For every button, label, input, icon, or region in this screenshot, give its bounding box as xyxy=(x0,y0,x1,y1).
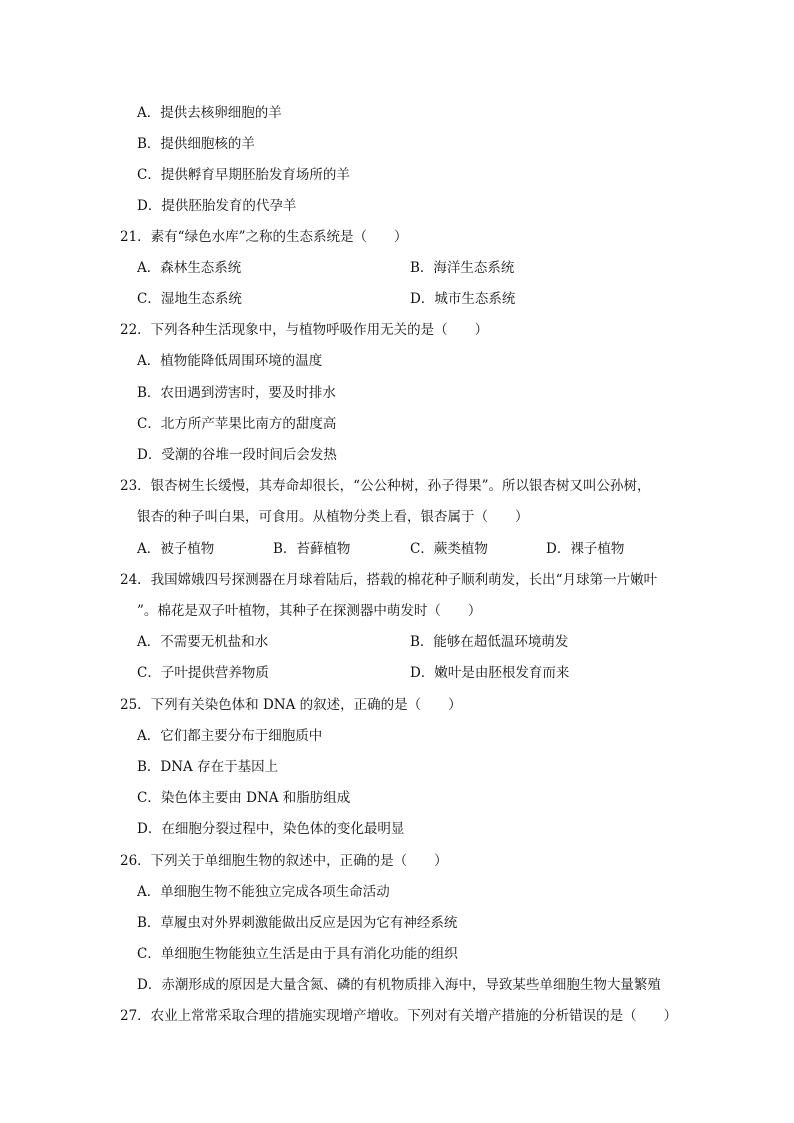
q21-option-a: A．森林生态系统 xyxy=(137,260,242,276)
q22-option-d: D．受潮的谷堆一段时间后会发热 xyxy=(137,447,337,463)
q24-option-a: A．不需要无机盐和水 xyxy=(137,634,269,650)
q22-option-c: C．北方所产苹果比南方的甜度高 xyxy=(137,416,337,432)
q21-stem: 21．素有“绿色水库”之称的生态系统是（ ） xyxy=(120,229,408,245)
q25-stem: 25．下列有关染色体和 DNA 的叙述，正确的是（ ） xyxy=(120,697,462,713)
q25-option-a: A．它们都主要分布于细胞质中 xyxy=(137,728,323,744)
q23-option-a: A．被子植物 xyxy=(137,541,215,557)
q20-option-d: D．提供胚胎发育的代孕羊 xyxy=(137,198,297,214)
q20-option-c: C．提供孵育早期胚胎发育场所的羊 xyxy=(137,167,350,183)
q26-option-b: B．草履虫对外界刺激能做出反应是因为它有神经系统 xyxy=(137,915,458,931)
q22-stem: 22．下列各种生活现象中，与植物呼吸作用无关的是（ ） xyxy=(120,322,489,338)
q24-stem-line1: 24．我国嫦娥四号探测器在月球着陆后，搭载的棉花种子顺利萌发，长出“月球第一片嫩叶 xyxy=(120,572,658,588)
q23-option-d: D．裸子植物 xyxy=(546,541,625,557)
q20-option-a: A．提供去核卵细胞的羊 xyxy=(137,105,282,121)
q24-option-d: D．嫩叶是由胚根发育而来 xyxy=(410,665,570,681)
q23-stem-line2: 银杏的种子叫白果，可食用。从植物分类上看，银杏属于（ ） xyxy=(137,509,529,525)
q24-option-c: C．子叶提供营养物质 xyxy=(137,665,269,681)
q24-option-b: B．能够在超低温环境萌发 xyxy=(410,634,569,650)
q25-option-b: B．DNA 存在于基因上 xyxy=(137,759,279,775)
q27-stem: 27．农业上常常采取合理的措施实现增产增收。下列对有关增产措施的分析错误的是（ ） xyxy=(120,1008,678,1024)
q25-option-d: D．在细胞分裂过程中，染色体的变化最明显 xyxy=(137,821,405,837)
q22-option-b: B．农田遇到涝害时，要及时排水 xyxy=(137,385,336,401)
q21-option-d: D．城市生态系统 xyxy=(410,291,516,307)
q26-option-a: A．单细胞生物不能独立完成各项生命活动 xyxy=(137,884,390,900)
q24-stem-line2: ”。棉花是双子叶植物，其种子在探测器中萌发时（ ） xyxy=(137,603,482,619)
q23-option-c: C．蕨类植物 xyxy=(410,541,488,557)
q21-option-b: B．海洋生态系统 xyxy=(410,260,515,276)
q20-option-b: B．提供细胞核的羊 xyxy=(137,136,255,152)
q23-stem-line1: 23．银杏树生长缓慢，其寿命却很长，“公公种树，孙子得果”。所以银杏树又叫公孙树， xyxy=(120,478,651,494)
q26-stem: 26．下列关于单细胞生物的叙述中，正确的是（ ） xyxy=(120,853,448,869)
q23-option-b: B．苔藓植物 xyxy=(273,541,351,557)
q25-option-c: C．染色体主要由 DNA 和脂肪组成 xyxy=(137,790,351,806)
q22-option-a: A．植物能降低周围环境的温度 xyxy=(137,353,323,369)
q21-option-c: C．湿地生态系统 xyxy=(137,291,242,307)
q26-option-c: C．单细胞生物能独立生活是由于具有消化功能的组织 xyxy=(137,946,458,962)
q26-option-d: D．赤潮形成的原因是大量含氮、磷的有机物质排入海中，导致某些单细胞生物大量繁殖 xyxy=(137,977,661,993)
